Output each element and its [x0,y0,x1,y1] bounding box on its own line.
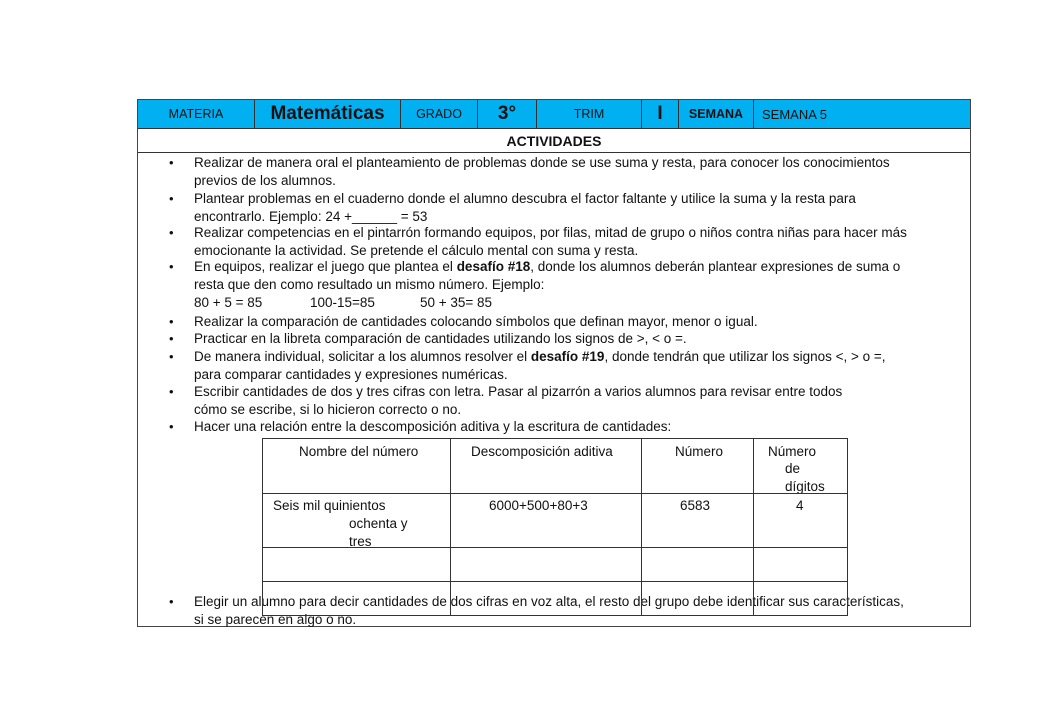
col-digitos-header-2: de [785,461,801,476]
trim-label-cell [537,100,642,128]
col-digitos-header-1: Número [768,444,817,459]
activity-line: para comparar cantidades y expresiones numéricas. [194,366,508,382]
nombre-line-1: Seis mil quinientos [273,498,386,513]
example-3: 50 + 35= 85 [420,295,493,310]
example-2: 100-15=85 [310,295,375,310]
bullet-icon: • [169,155,174,170]
activity-line: si se parecen en algo o no. [194,611,357,627]
header-bar [138,100,970,129]
table-cell [641,493,754,548]
grado-label-cell [401,100,478,128]
materia-value: Matemáticas [270,103,385,124]
header-cell [641,438,754,494]
table-cell [641,547,754,582]
semana-label-cell [679,100,754,128]
table-cell [262,547,451,582]
header-cell [753,438,848,494]
activity-line: emocionante la actividad. Se pretende el cálculo mental con suma y resta. [194,242,639,258]
table-cell [262,581,451,616]
bullet-icon: • [169,259,174,274]
digitos-value: 4 [796,498,804,513]
activity-line: Plantear problemas en el cuaderno donde el alumno descubra el factor faltante y utilice la suma y la resta para [194,191,856,206]
table-cell [262,493,451,548]
materia-label: MATERIA [168,107,224,121]
bullet-icon: • [169,384,174,399]
col-digitos-header-3: dígitos [785,479,825,494]
activity-line: cómo se escribe, si lo hicieron correcto o no. [194,401,462,417]
header-cell [450,438,642,494]
grado-label: GRADO [416,107,462,121]
activity-line: encontrarlo. Ejemplo: 24 +______ = 53 [194,208,428,224]
col-descomposicion-header: Descomposición aditiva [471,444,613,459]
table-cell [753,547,848,582]
descomposicion-value: 6000+500+80+3 [489,498,588,513]
nombre-line-2: ochenta y [349,516,408,531]
activity-line: Realizar la comparación de cantidades colocando símbolos que definan mayor, menor o igual. [194,314,758,329]
table-cell [450,581,642,616]
activity-line: Escribir cantidades de dos y tres cifras con letra. Pasar al pizarrón a varios alumnos para revisar entre todos [194,384,843,399]
table-cell [753,581,848,616]
activity-line: resta que den como resultado un mismo número. Ejemplo: [194,276,545,292]
decomposition-table [262,438,848,616]
semana-value: SEMANA 5 [762,106,828,122]
activity-line: En equipos, realizar el juego que plantea el desafío #18, donde los alumnos deberán plantear expresiones de suma o [194,259,901,274]
table-cell [753,493,848,548]
bullet-icon: • [169,594,174,609]
bullet-icon: • [169,225,174,240]
bullet-icon: • [169,314,174,329]
desafio-19: desafío #19 [530,349,605,364]
materia-value-cell [255,100,401,128]
header-cell [262,438,451,494]
col-nombre-header: Nombre del número [299,444,419,459]
bullet-icon: • [169,349,174,364]
grado-value: 3° [497,103,517,124]
table-cell [641,581,754,616]
activity-line: Practicar en la libreta comparación de cantidades utilizando los signos de >, < o =. [194,331,687,346]
table-cell [450,493,642,548]
trim-value-cell [642,100,679,128]
example-expressions [194,295,493,310]
activity-line: Realizar competencias en el pintarrón formando equipos, por filas, mitad de grupo o niños contra niñas para hacer más [194,225,907,240]
nombre-line-3: tres [349,534,372,549]
bullet-icon: • [169,419,174,434]
trim-value: I [657,103,663,124]
table-cell [450,547,642,582]
example-1: 80 + 5 = 85 [194,295,263,310]
activity-line: previos de los alumnos. [194,172,336,188]
semana-label: SEMANA [688,107,744,121]
trim-label: TRIM [573,107,605,121]
col-numero-header: Número [675,444,724,459]
actividades-title: ACTIVIDADES [138,129,970,153]
semana-value-cell [754,100,970,128]
activity-line: Hacer una relación entre la descomposición aditiva y la escritura de cantidades: [194,419,672,434]
activity-line: Realizar de manera oral el planteamiento de problemas donde se use suma y resta, para conocer los conocimientos [194,155,890,170]
grado-value-cell [478,100,537,128]
bullet-icon: • [169,331,174,346]
materia-label-cell [138,100,255,128]
desafio-18: desafío #18 [456,259,531,274]
bullet-icon: • [169,191,174,206]
activity-line: Elegir un alumno para decir cantidades de dos cifras en voz alta, el resto del grupo debe identificar sus características, [194,594,904,609]
activity-line: De manera individual, solicitar a los alumnos resolver el desafío #19, donde tendrán que utilizar los signos <, > o =, [194,349,886,364]
numero-value: 6583 [680,498,711,513]
